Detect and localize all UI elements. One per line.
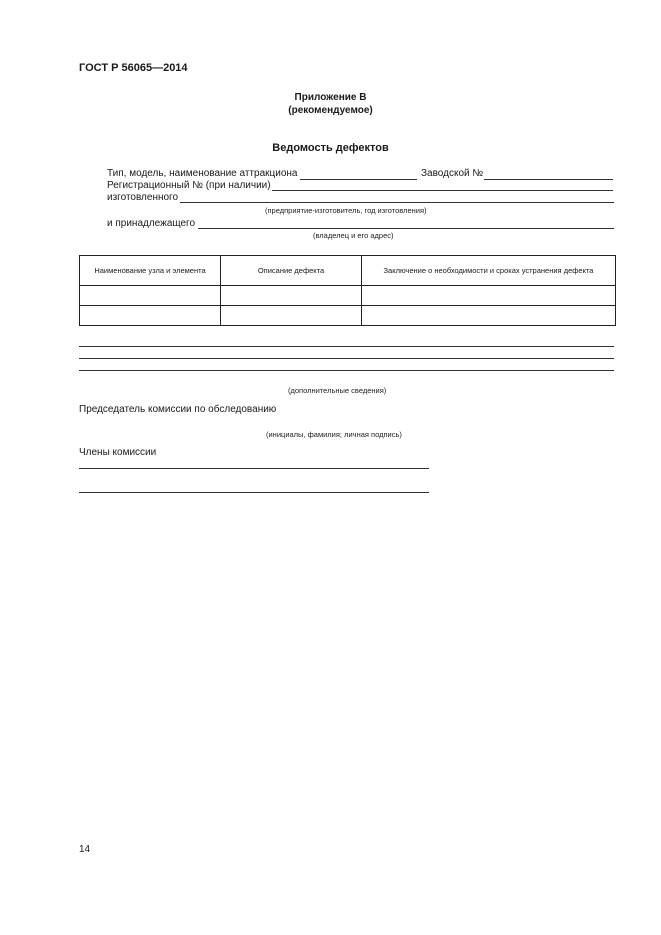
owner-label: и принадлежащего [107, 218, 196, 229]
column-header-description: Описание дефекта [221, 256, 362, 286]
manufactured-caption: (предприятие-изготовитель, год изготовления) [265, 206, 427, 215]
table-cell[interactable] [362, 286, 616, 306]
type-label: Тип, модель, наименование аттракциона [107, 168, 298, 179]
table-cell[interactable] [80, 306, 221, 326]
member-signature-line [79, 468, 429, 469]
additional-line [79, 346, 614, 347]
owner-caption: (владелец и его адрес) [313, 231, 394, 240]
type-line [300, 179, 417, 180]
table-header-row [80, 256, 616, 286]
table-cell[interactable] [221, 286, 362, 306]
table-row [80, 306, 616, 326]
defects-table [79, 255, 616, 326]
table-cell[interactable] [221, 306, 362, 326]
appendix-subtitle: (рекомендуемое) [288, 105, 373, 116]
chairman-caption: (инициалы, фамилия; личная подпись) [266, 430, 402, 439]
document-title: Ведомость дефектов [272, 142, 389, 154]
appendix-title: Приложение В [294, 92, 367, 103]
registration-label: Регистрационный № (при наличии) [107, 180, 271, 191]
factory-number-line [484, 179, 613, 180]
member-signature-line [79, 492, 429, 493]
additional-line [79, 370, 614, 371]
appendix-heading [0, 91, 661, 117]
additional-caption: (дополнительные сведения) [288, 386, 387, 395]
table-row [80, 286, 616, 306]
column-header-node: Наименование узла и элемента [80, 256, 221, 286]
table-cell[interactable] [80, 286, 221, 306]
manufactured-label: изготовленного [107, 192, 179, 203]
factory-number-label: Заводской № [421, 168, 484, 179]
column-header-conclusion: Заключение о необходимости и сроках устранения дефекта [362, 256, 616, 286]
owner-line [198, 228, 614, 229]
registration-line [272, 190, 613, 191]
page-number: 14 [79, 844, 91, 855]
chairman-label: Председатель комиссии по обследованию [79, 404, 277, 415]
manufactured-line [180, 202, 614, 203]
additional-line [79, 358, 614, 359]
standard-code: ГОСТ Р 56065—2014 [79, 62, 188, 74]
table-cell[interactable] [362, 306, 616, 326]
members-label: Члены комиссии [79, 447, 157, 458]
